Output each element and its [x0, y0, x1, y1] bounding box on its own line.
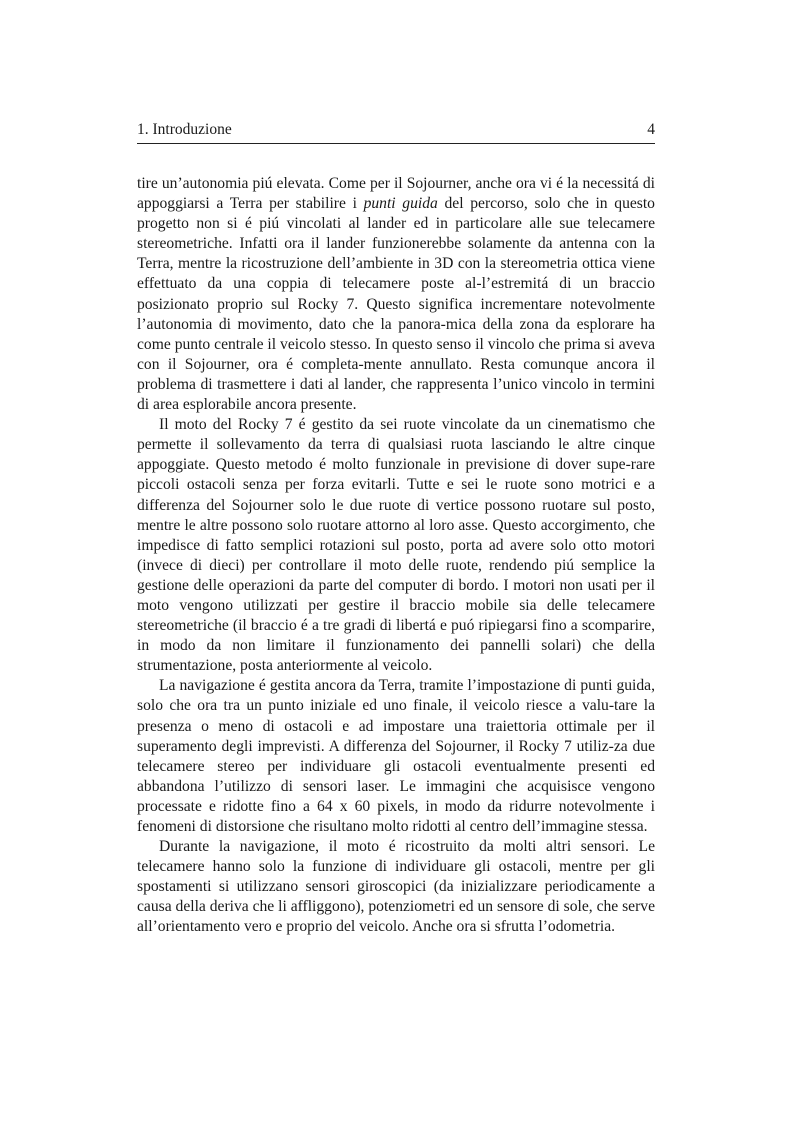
paragraph-3: La navigazione é gestita ancora da Terra, tramite l’impostazione di punti guida, solo che ora tra un punto iniziale ed uno finale, il veicolo riesce a valu-tare la presenza o meno di ostacoli e ad impostare una traiettoria ottimale per il superamento degli imprevisti. A differenza del Sojourner, il Rocky 7 utiliz-za due telecamere stereo per individuare gli ostacoli eventualmente presenti ed abbandona l’utilizzo di sensori laser. Le immagini che acquisisce vengono processate e ridotte fino a 64 x 60 pixels, in modo da ridurre notevolmente i fenomeni di distorsione che risultano molto ridotti al centro dell’immagine stessa. — [137, 677, 655, 835]
paragraph-4: Durante la navigazione, il moto é ricostruito da molti altri sensori. Le telecamere hanno solo la funzione di individuare gli ostacoli, mentre per gli spostamenti si utilizzano sensori giroscopici (da inizializzare periodicamente a causa della deriva che li affliggono), potenziometri ed un sensore di sole, che serve all’orientamento vero e proprio del veicolo. Anche ora si sfrutta l’odometria. — [137, 838, 656, 936]
running-header — [137, 121, 655, 144]
paragraph-1-before: tire un’autonomia piú elevata. Come per il Sojourner, anche ora vi é la necessitá di appoggiarsi a Terra per stabilire i — [137, 175, 655, 213]
paragraph-1-after: del percorso, solo che in questo progetto non si é piú vincolati al lander ed in particolare alle sue telecamere stereometriche. Infatti ora il lander funzionerebbe solamente da antenna con la Terra, mentre la ricostruzione dell’ambiente in 3D con la stereometria ottica viene effettuato da una coppia di telecamere poste al-l’estremitá di un braccio posizionato proprio sul Rocky 7. Questo significa incrementare notevolmente l’autonomia di movimento, dato che la panora-mica della zona da esplorare ha come punto centrale il veicolo stesso. In questo senso il vincolo che prima si aveva con il Sojourner, ora é completa-mente annullato. Resta comunque ancora il problema di trasmettere i dati al lander, che rappresenta l’unico vincolo in termini di area esplorabile ancora presente. — [137, 195, 655, 414]
chapter-title: 1. Introduzione — [137, 121, 232, 138]
paragraph-2: Il moto del Rocky 7 é gestito da sei ruote vincolate da un cinematismo che permette il sollevamento da terra di qualsiasi ruota lasciando le altre cinque appoggiate. Questo metodo é molto funzionale in previsione di dover supe-rare piccoli ostacoli senza per forza evitarli. Tutte e sei le ruote sono motrici e a differenza del Sojourner solo le due ruote di vertice possono ruotare sul posto, mentre le altre possono solo ruotare attorno al loro asse. Questo accorgimento, che impedisce di fatto semplici rotazioni sul posto, porta ad avere solo otto motori (invece di dieci) per controllare il moto delle ruote, rendendo piú semplice la gestione delle operazioni da parte del computer di bordo. I motori non usati per il moto vengono utilizzati per gestire il braccio mobile sia delle telecamere stereometriche (il braccio é a tre gradi di libertá e puó ripiegarsi fino a scomparire, in modo da non limitare il funzionamento dei pannelli solari) che della strumentazione, posta anteriormente al veicolo. — [137, 416, 655, 675]
page-number: 4 — [647, 121, 655, 138]
paragraph-1 — [137, 174, 655, 415]
body-text — [137, 174, 655, 938]
emphasis-punti-guida: punti guida — [363, 195, 438, 213]
